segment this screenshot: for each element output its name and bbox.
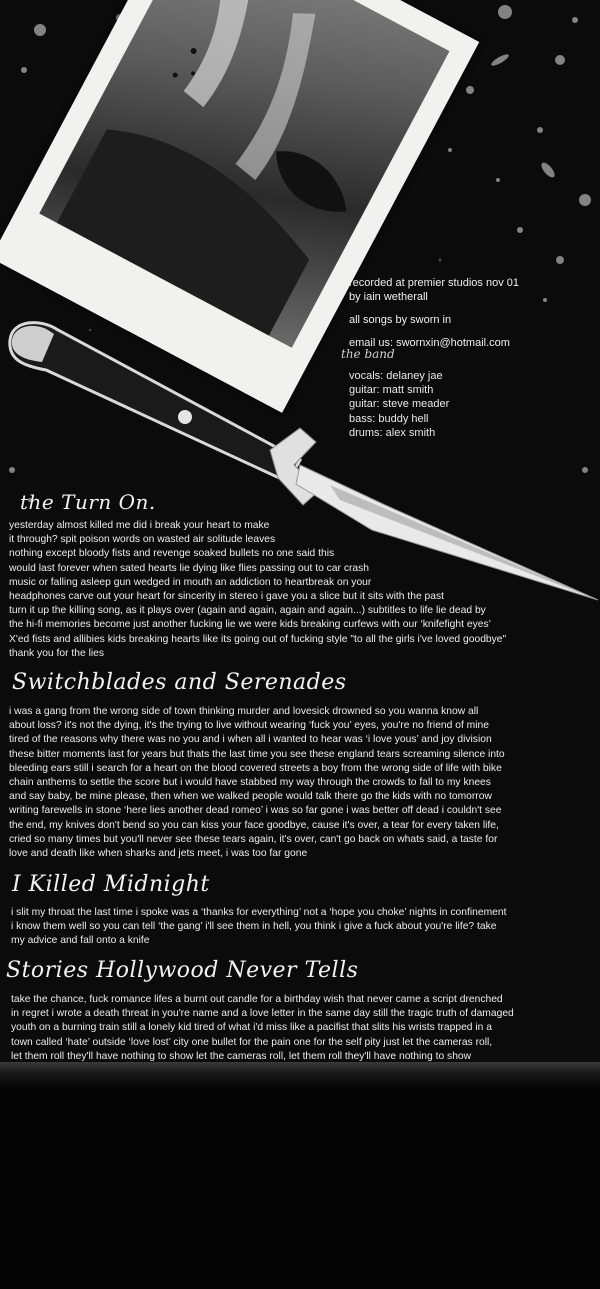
lyric-line: love and death like when sharks and jets meet, i was too far gone — [9, 848, 308, 860]
band-member: guitar: matt smith — [349, 384, 434, 397]
lyric-line: music or falling asleep gun wedged in mouth an addiction to heartbreak on your — [9, 576, 372, 588]
lyric-line: i slit my throat the last time i spoke was a ‘thanks for everything’ not a ‘hope you choke’ nights in confinement — [11, 907, 507, 918]
lyric-line: town called ‘hate’ outside ‘love lost’ city one bullet for the pain one for the self pity just let the cameras roll, — [11, 1036, 493, 1048]
lyric-line: i know them well so you can tell ‘the gang’ i'll see them in hell, you think i give a fuck about you're life? take — [11, 921, 497, 933]
song-lyrics — [9, 705, 505, 861]
song-lyrics — [9, 519, 506, 661]
lyric-line: it through? spit poison words on wasted air solitude leaves — [9, 534, 276, 546]
song-title: Switchblades and Serenades — [12, 670, 347, 695]
recorded-at-text: recorded at premier studios nov 01 — [349, 277, 519, 289]
song-lyrics — [11, 993, 514, 1062]
lyric-line: about loss? it's not the dying, it's the trying to live without wearing ‘fuck you’ eyes, you're no friend of mine — [9, 720, 489, 732]
song-title: I Killed Midnight — [12, 872, 210, 897]
lyric-line: thank you for the lies — [9, 647, 105, 659]
songwriter-text: all songs by sworn in — [349, 314, 452, 326]
lyric-line: these bitter moments last for years but thats the last time you see these england tears screaming silence into — [9, 748, 505, 760]
lyric-line: X'ed fists and allibies kids breaking hearts like its going out of fucking style "to all the girls i've loved goodbye" — [9, 633, 507, 645]
lyric-line: headphones carve out your heart for sincerity in stereo i gave you a slice but it sits with the past — [9, 591, 444, 603]
band-member: drums: alex smith — [349, 426, 436, 439]
lyric-line: i was a gang from the wrong side of town thinking murder and lovesick drowned so you wanna know all — [9, 706, 479, 717]
lyric-line: cried so many times but you'll never see these tears again, it's over, can't go back on whats said, a taste for — [9, 833, 498, 845]
lyric-line: turn it up the killing song, as it plays over (again and again, again and again...) subtitles to life lie dead by — [9, 605, 486, 617]
band-heading: the band — [341, 347, 395, 361]
lyric-line: yesterday almost killed me did i break your heart to make — [9, 520, 270, 531]
lyric-line: the hi-fi memories become just another fucking lie we were kids breaking curfews with our ‘knifefight eyes’ — [9, 619, 491, 631]
lyric-line: writing farewells in stone ‘here lies another dead romeo’ i was so far gone i was better off dead i couldn't see — [9, 805, 502, 817]
recording-credits — [349, 276, 589, 350]
lyric-line: take the chance, fuck romance lifes a burnt out candle for a birthday wish that never came a script drenched — [11, 994, 503, 1005]
lyric-line: chain anthems to settle the score but i would have stabbed my way through the crowds to fall to my knees — [9, 777, 491, 789]
lyric-line: youth on a burning train still a lonely kid tired of what i'd miss like a pacifist that slits his wrists trapped in a — [11, 1022, 492, 1034]
band-member-list — [349, 369, 449, 440]
engineer-text: by iain wetherall — [349, 291, 428, 303]
band-member: guitar: steve meader — [349, 398, 450, 411]
lyric-line: tired of the reasons why there was no you and i when all i wanted to hear was ‘i love yous’ and joy division — [9, 734, 492, 746]
lyric-line: in regret i wrote a death threat in you're name and a love letter in the same day still the tragic truth of damaged — [11, 1008, 514, 1020]
band-member: bass: buddy hell — [349, 412, 429, 425]
lyric-line: bleeding ears still i search for a heart on the blood covered streets a boy from the wrong side of life with bike — [9, 762, 502, 774]
song-title: the Turn On. — [20, 490, 156, 514]
lyric-line: the end, my knives don't bend so you can kiss your face goodbye, cause it's over, a tear for every taken life, — [9, 819, 499, 831]
song-title: Stories Hollywood Never Tells — [6, 958, 359, 983]
lyric-line: my advice and fall onto a knife — [11, 935, 150, 947]
song-lyrics — [11, 906, 506, 949]
email-text: email us: swornxin@hotmail.com — [349, 337, 510, 349]
lyric-line: nothing except bloody fists and revenge soaked bullets no one said this — [9, 548, 335, 560]
band-member: vocals: delaney jae — [349, 370, 443, 382]
lyric-line: let them roll they'll have nothing to show let the cameras roll, let them roll they'll have nothing to show — [11, 1050, 472, 1062]
scan-edge — [0, 1062, 600, 1088]
lyric-line: and say baby, be mine please, then when we walked people would talk there go the kids with no tomorrow — [9, 791, 492, 803]
lyric-line: would last forever when sated hearts lie dying like flies passing out to car crash — [9, 562, 370, 574]
